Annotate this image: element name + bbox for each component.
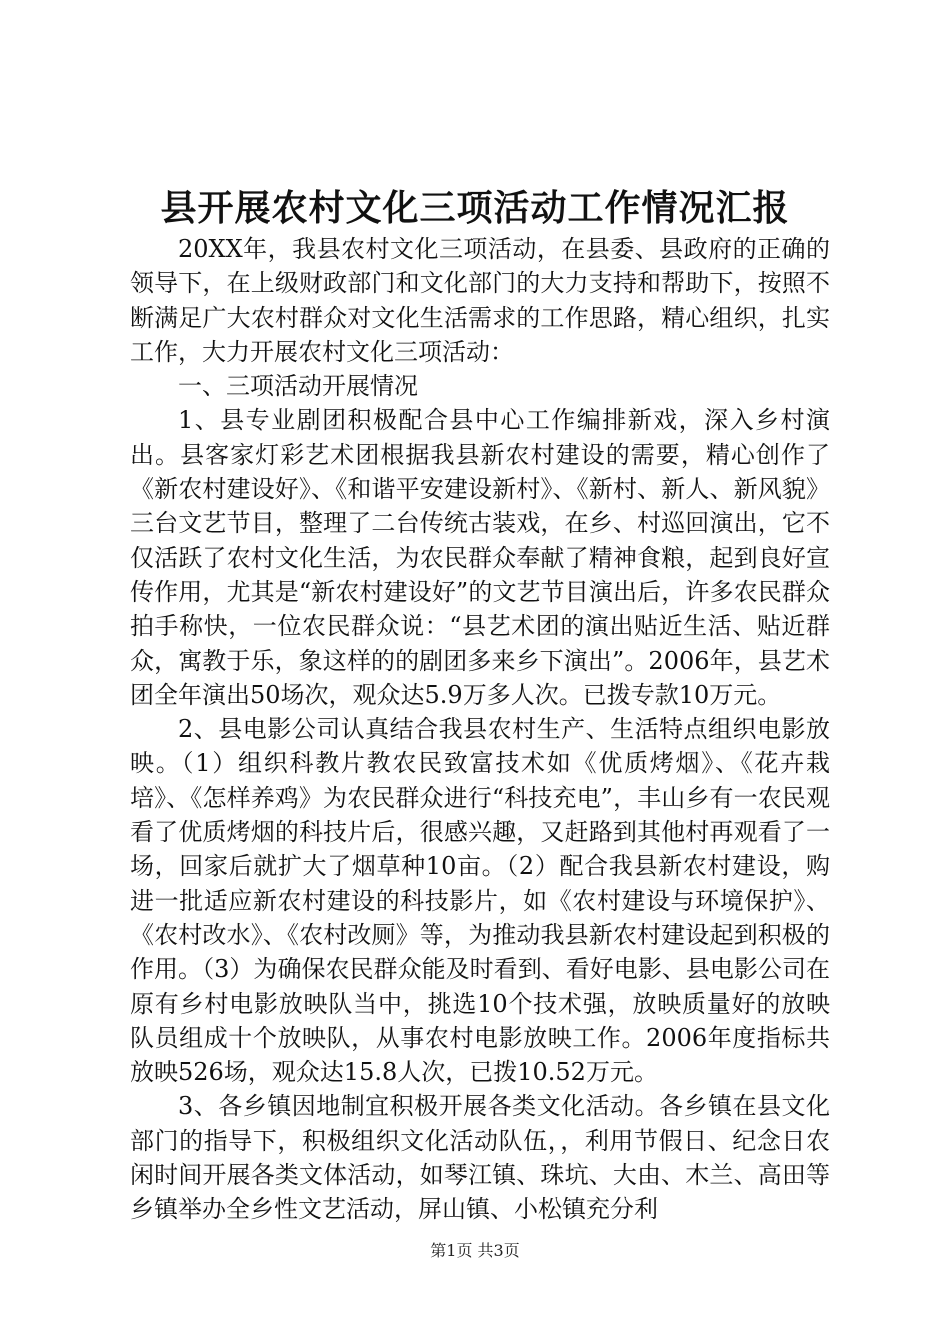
section-heading: 一、三项活动开展情况: [178, 372, 418, 401]
paragraph-intro: 20XX年，我县农村文化三项活动，在县委、县政府的正确的领导下，在上级财政部门和文化部门的大力支持和帮助下，按照不断满足广大农村群众对文化生活需求的工作思路，精心组织，扎实工作，大力开展农村文化三项活动：: [130, 235, 830, 366]
document-title: 县开展农村文化三项活动工作情况汇报: [160, 187, 790, 229]
paragraph-item-1: 1、县专业剧团积极配合县中心工作编排新戏，深入乡村演出。县客家灯彩艺术团根据我县新农村建设的需要，精心创作了《新农村建设好》、《和谐平安建设新村》、《新村、新人、新风貌》三台文艺节目，整理了二台传统古装戏，在乡、村巡回演出，它不仅活跃了农村文化生活，为农民群众奉献了精神食粮，起到良好宣传作用，尤其是“新农村建设好”的文艺节目演出后，许多农民群众拍手称快，一位农民群众说：“县艺术团的演出贴近生活、贴近群众，寓教于乐，象这样的的剧团多来乡下演出”。2006年，县艺术团全年演出50场次，观众达5.9万多人次。已拨专款10万元。: [130, 406, 830, 709]
paragraph-item-2: 2、县电影公司认真结合我县农村生产、生活特点组织电影放映。（1）组织科教片教农民致富技术如《优质烤烟》、《花卉栽培》、《怎样养鸡》为农民群众进行“科技充电”，丰山乡有一农民观看了优质烤烟的科技片后，很感兴趣，又赶路到其他村再观看了一场，回家后就扩大了烟草种10亩。（2）配合我县新农村建设，购进一批适应新农村建设的科技影片，如《农村建设与环境保护》、《农村改水》、《农村改厕》等，为推动我县新农村建设起到积极的作用。（3）为确保农民群众能及时看到、看好电影、县电影公司在原有乡村电影放映队当中，挑选10个技术强，放映质量好的放映队员组成十个放映队，从事农村电影放映工作。2006年度指标共放映526场，观众达15.8人次，已拨10.52万元。: [130, 715, 830, 1087]
paragraph-item-3: 3、各乡镇因地制宜积极开展各类文化活动。各乡镇在县文化部门的指导下，积极组织文化活动队伍，，利用节假日、纪念日农闲时间开展各类文体活动，如琴江镇、珠坑、大由、木兰、高田等乡镇举办全乡性文艺活动，屏山镇、小松镇充分利: [130, 1092, 830, 1224]
page-number: 第1页 共3页: [430, 1241, 520, 1260]
document-body: [130, 232, 830, 1227]
